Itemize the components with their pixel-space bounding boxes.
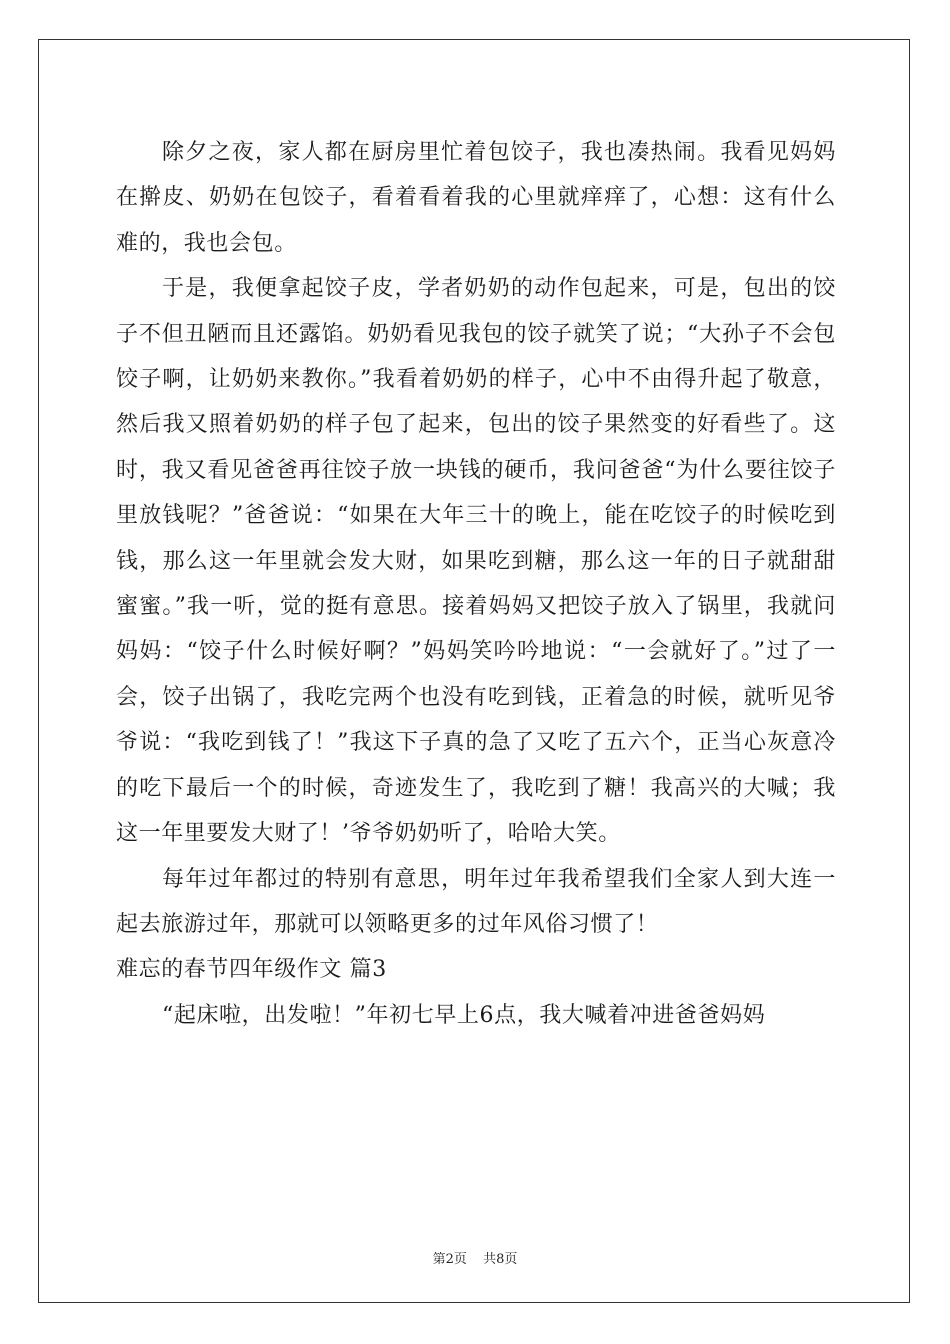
page-number: 第2页 — [432, 1252, 467, 1267]
paragraph-3: 每年过年都过的特别有意思，明年过年我希望我们全家人到大连一起去旅游过年，那就可以领略更多的过年风俗习惯了！ — [116, 866, 836, 937]
page-footer — [0, 1248, 950, 1267]
page-total: 共8页 — [483, 1252, 518, 1267]
section-title: 难忘的春节四年级作文 篇3 — [116, 957, 387, 983]
document-body — [116, 130, 836, 1038]
paragraph-2: 于是，我便拿起饺子皮，学者奶奶的动作包起来，可是，包出的饺子不但丑陋而且还露馅。奶奶看见我包的饺子就笑了说；“大孙子不会包饺子啊，让奶奶来教你。”我看着奶奶的样子，心中不由得升起了敬意，然后我又照着奶奶的样子包了起来，包出的饺子果然变的好看些了。这时，我又看见爸爸再往饺子放一块钱的硬币，我问爸爸“为什么要往饺子里放钱呢？”爸爸说：“如果在大年三十的晚上，能在吃饺子的时候吃到钱，那么这一年里就会发大财，如果吃到糖，那么这一年的日子就甜甜蜜蜜。”我一听，觉的挺有意思。接着妈妈又把饺子放入了锅里，我就问妈妈：“饺子什么时候好啊？”妈妈笑吟吟地说：“一会就好了。”过了一会，饺子出锅了，我吃完两个也没有吃到钱，正着急的时候，就听见爷爷说：“我吃到钱了！”我这下子真的急了又吃了五六个，正当心灰意冷的吃下最后一个的时候，奇迹发生了，我吃到了糖！我高兴的大喊；我这一年里要发大财了！’爷爷奶奶听了，哈哈大笑。 — [116, 276, 836, 847]
paragraph-4: “起床啦，出发啦！”年初七早上6点，我大喊着冲进爸爸妈妈 — [162, 1002, 766, 1028]
paragraph-1: 除夕之夜，家人都在厨房里忙着包饺子，我也凑热闹。我看见妈妈在擀皮、奶奶在包饺子，看着看着我的心里就痒痒了，心想：这有什么难的，我也会包。 — [116, 140, 836, 256]
